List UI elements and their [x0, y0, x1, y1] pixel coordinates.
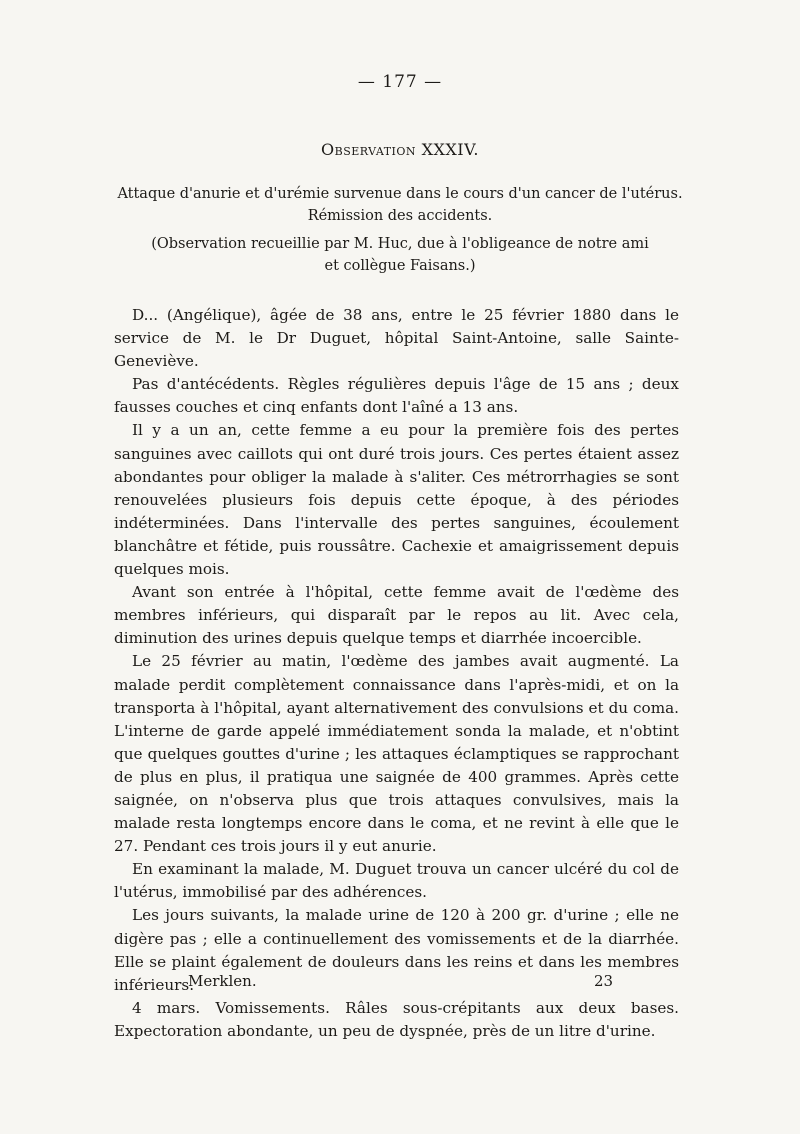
page-number: — 177 — — [357, 72, 443, 92]
paragraph-february-25: Le 25 février au matin, l'œdème des jambes avait augmenté. La malade perdit complètement connaissance dans l'après-midi, et on la transporta à l'hôpital, ayant alternativement des convulsions et du coma. L'interne de garde appelé immédiatement sonda la malade, et n'obtint que quelques gouttes d'urine ; les attaques éclamptiques se rapprochant de plus en plus, il pratiqua une saignée de 400 grammes. Après cette saignée, on n'observa plus que trois attaques convulsives, mais la malade resta longtemps encore dans le coma, et ne revint à elle que le 27. Pendant ces trois jours il y eut anurie. — [114, 652, 679, 856]
observation-title: Observation XXXIV. — [321, 140, 479, 159]
subtitle-line-1: Attaque d'anurie et d'urémie survenue dans le cours d'un cancer de l'utérus. — [117, 186, 683, 202]
paragraph-patient: D... (Angélique), âgée de 38 ans, entre le 25 février 1880 dans le service de M. le Dr Duguet, hôpital Saint-Antoine, salle Sainte-Geneviève. — [114, 306, 679, 371]
paragraph-following-days: Les jours suivants, la malade urine de 120 à 200 gr. d'urine ; elle ne digère pas ; elle a continuellement des vomissements et de la diarrhée. Elle se plaint également de douleurs dans les reins et dans les membres inférieurs. — [114, 906, 679, 994]
paragraph-march-4: 4 mars. Vomissements. Râles sous-crépitants aux deux bases. Expectoration abondante, un peu de dyspnée, près de un litre d'urine. — [114, 998, 679, 1040]
paragraph-history: Il y a un an, cette femme a eu pour la première fois des pertes sanguines avec caillots qui ont duré trois jours. Ces pertes étaient assez abondantes pour obliger la malade à s'aliter. Ces métrorrhagies se sont renouvelées plusieurs fois depuis cette époque, à des périodes indéterminées. Dans l'intervalle des pertes sanguines, écoulement blanchâtre et fétide, puis roussâtre. Cachexie et amaigrissement depuis quelques mois. — [114, 421, 679, 579]
paragraph-before-admission: Avant son entrée à l'hôpital, cette femme avait de l'œdème des membres inférieurs, qui disparaît par le repos au lit. Avec cela, diminution des urines depuis quelque temps et diarrhée incoercible. — [114, 583, 679, 648]
observation-body — [114, 304, 679, 1043]
subtitle-line-2: Rémission des accidents. — [307, 208, 493, 224]
paragraph-examination: En examinant la malade, M. Duguet trouva un cancer ulcéré du col de l'utérus, immobilisé par des adhérences. — [114, 860, 679, 902]
footer-signature: 23 — [594, 972, 614, 990]
observation-note-line-2: et collègue Faisans.) — [324, 258, 476, 274]
observation-note-line-1: (Observation recueillie par M. Huc, due à l'obligeance de notre ami — [151, 236, 649, 252]
paragraph-antecedents: Pas d'antécédents. Règles régulières depuis l'âge de 15 ans ; deux fausses couches et cinq enfants dont l'aîné a 13 ans. — [114, 375, 679, 417]
footer-author: Merklen. — [188, 972, 257, 990]
